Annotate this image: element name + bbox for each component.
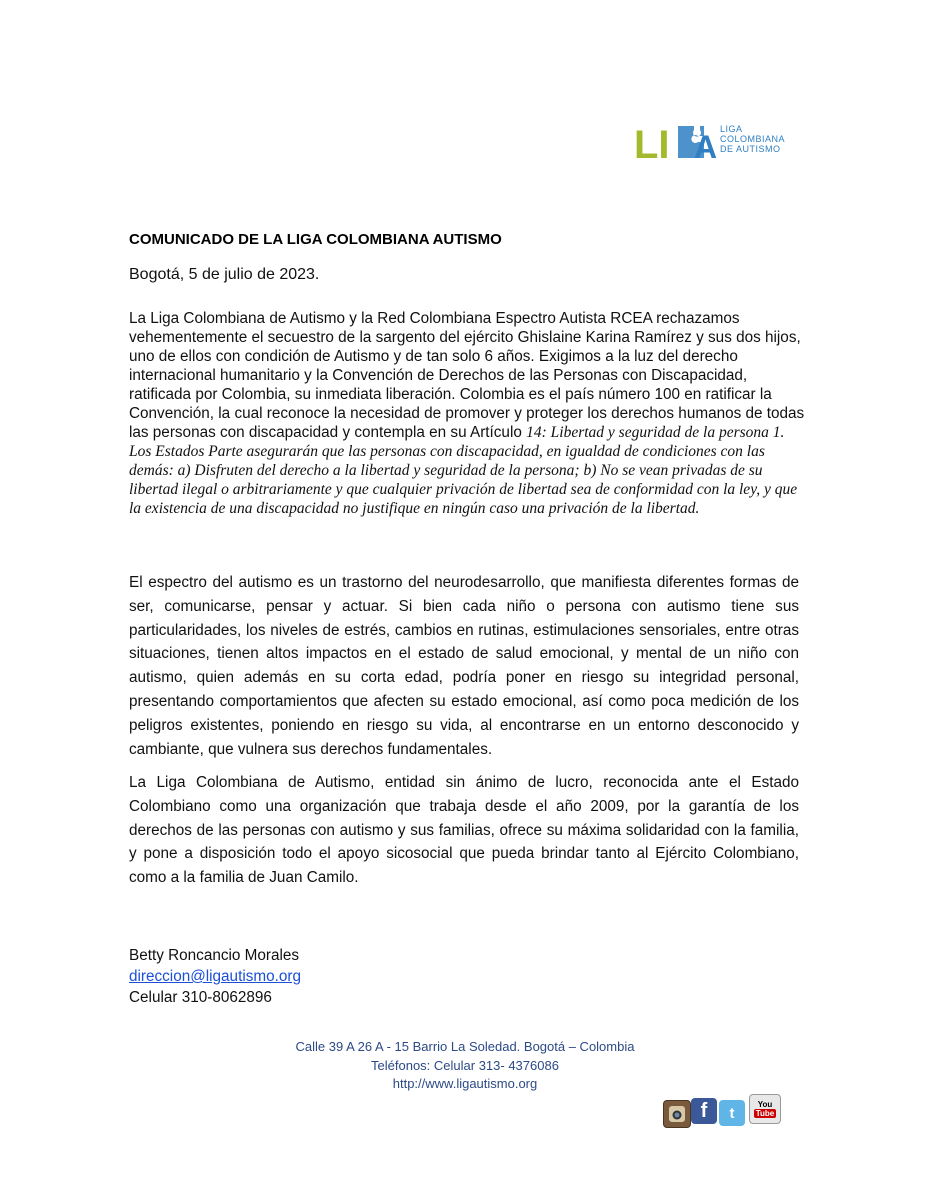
- email-link[interactable]: direccion@ligautismo.org: [129, 968, 301, 985]
- footer-address: Calle 39 A 26 A - 15 Barrio La Soledad. Bogotá – Colombia: [295, 1039, 635, 1054]
- facebook-icon[interactable]: f: [691, 1098, 717, 1124]
- paragraph-1: [129, 309, 809, 518]
- logo-mark-left: LI: [634, 123, 670, 167]
- puzzle-logo-icon: [634, 108, 724, 172]
- footer-website[interactable]: http://www.ligautismo.org: [392, 1076, 538, 1091]
- paragraph-2: El espectro del autismo es un trastorno del neurodesarrollo, que manifiesta diferentes formas de ser, comunicarse, pensar y actuar. Si bien cada niño o persona con autismo tiene sus particularidades, los niveles de estrés, cambios en rutinas, estimulaciones sensoriales, entre otras situaciones, tienen altos impactos en el estado de salud emocional, y mental de un niño con autismo, quien además en su corta edad, podría poner en riesgo su integridad personal, presentando comportamientos que afecten su estado emocional, así como poca medición de los peligros existentes, poniendo en riesgo su vida, al encontrarse en un entorno desconocido y cambiante, que vulnera sus derechos fundamentales.: [129, 574, 799, 758]
- youtube-icon[interactable]: [749, 1094, 781, 1124]
- footer-phones: Teléfonos: Celular 313- 4376086: [371, 1057, 559, 1073]
- logo-line: COLOMBIANA: [720, 134, 786, 144]
- youtube-label-top: You: [757, 1100, 773, 1109]
- paragraph-3: La Liga Colombiana de Autismo, entidad sin ánimo de lucro, reconocida ante el Estado Colombiano como una organización que trabaja desde el año 2009, por la garantía de los derechos de las personas con autismo y sus familias, ofrece su máxima solidaridad con la familia, y pone a disposición todo el apoyo sicosocial que pueda brindar tanto al Ejército Colombiano, como a la familia de Juan Camilo.: [129, 774, 799, 887]
- logo-line: DE AUTISMO: [720, 144, 781, 154]
- document-date: Bogotá, 5 de julio de 2023.: [129, 266, 320, 283]
- twitter-icon[interactable]: t: [719, 1100, 745, 1126]
- paragraph-1-text: La Liga Colombiana de Autismo y la Red Colombiana Espectro Autista RCEA rechazamos vehementemente el secuestro de la sargento del ejército Ghislaine Karina Ramírez y sus dos hijos, uno de ellos con condición de Autismo y de tan solo 6 años. Exigimos a la luz del derecho internacional humanitario y la Convención de Derechos de las Personas con Discapacidad, ratificada por Colombia, su inmediata liberación. Colombia es el país número 100 en ratificar la Convención, la cual reconoce la necesidad de promover y proteger los derechos humanos de todas las personas con discapacidad y contempla en su Artículo: [129, 310, 805, 441]
- signatory-name: Betty Roncancio Morales: [129, 947, 300, 964]
- logo-line: LIGA: [720, 124, 743, 134]
- signature-block: [129, 945, 301, 1008]
- article-14-quote: 14: Libertad y seguridad de la persona 1. Los Estados Parte asegurarán que las personas con discapacidad, en igualdad de condiciones con las demás: a) Disfruten del derecho a la libertad y seguridad de la persona; b) No se vean privadas de su libertad ilegal o arbitrariamente y que cualquier privación de libertad sea de conformidad con la ley, y que la existencia de una discapacidad no justifique en ningún caso una privación de la libertad.: [129, 424, 798, 517]
- footer: [230, 1038, 700, 1094]
- signatory-phone: Celular 310-8062896: [129, 989, 272, 1006]
- logo-mark-right: A: [694, 129, 718, 165]
- logo-wordmark: [720, 124, 785, 154]
- youtube-label-bottom: Tube: [755, 1109, 775, 1118]
- document-title: COMUNICADO DE LA LIGA COLOMBIANA AUTISMO: [129, 231, 502, 248]
- instagram-icon[interactable]: [663, 1100, 691, 1128]
